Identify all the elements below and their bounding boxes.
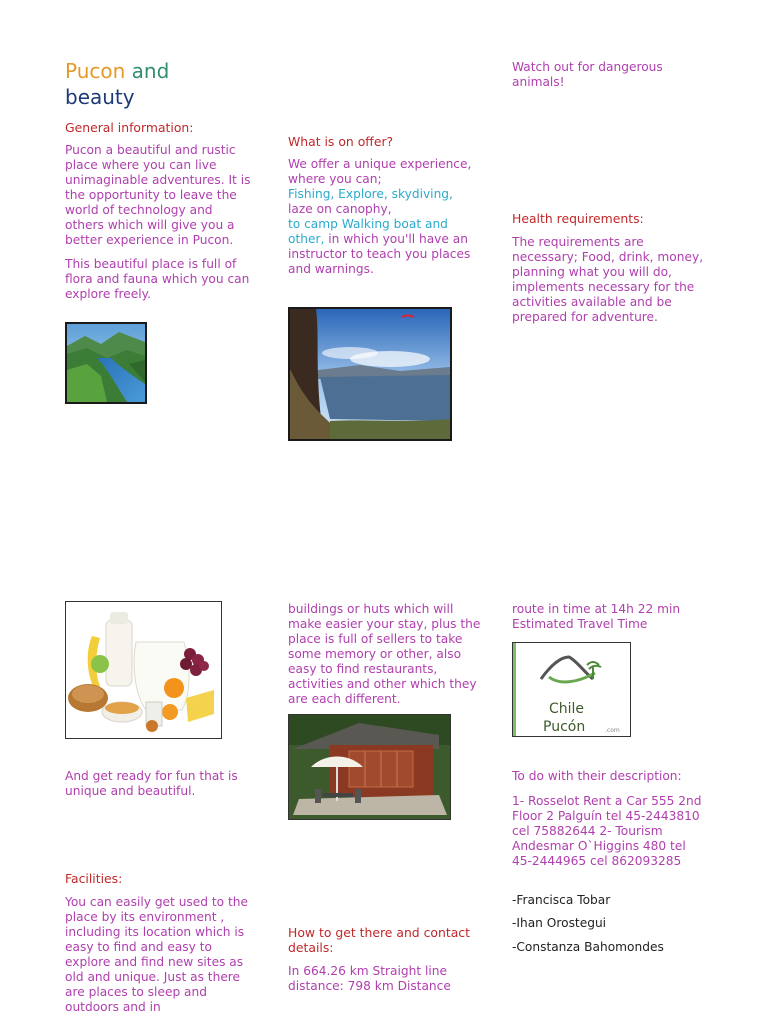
title-word-pucon: Pucon [65, 59, 126, 83]
logo-text-pucon: Pucón [543, 719, 586, 735]
directions-text: In 664.26 km Straight line distance: 798 km Distance [288, 964, 451, 993]
title-word-and: and [131, 59, 170, 83]
logo-text-com: .com [605, 727, 620, 734]
directions-heading: How to get there and contact details: [288, 925, 470, 955]
chile-pucon-logo [512, 642, 631, 737]
general-info-paragraph-2: This beautiful place is full of flora and fauna which you can explore freely. [65, 257, 250, 301]
todo-heading: To do with their description: [512, 769, 682, 783]
logo-text-chile: Chile [549, 701, 585, 717]
author-1: -Francisca Tobar [512, 893, 611, 907]
title-word-beauty: beauty [65, 85, 135, 109]
warning-text: Watch out for dangerous animals! [512, 60, 663, 89]
offer-text [288, 157, 482, 277]
offer-activities-2: to camp Walking boat and [288, 217, 448, 231]
fun-text: And get ready for fun that is unique and beautiful. [65, 769, 238, 798]
offer-line-3: laze on canophy, [288, 202, 392, 216]
offer-activities-3: other, [288, 232, 325, 246]
author-3: -Constanza Bahomondes [512, 940, 664, 954]
route-text: route in time at 14h 22 min Estimated Travel Time [512, 602, 681, 631]
facilities-heading: Facilities: [65, 871, 123, 886]
health-heading: Health requirements: [512, 211, 644, 226]
offer-activities-1: Fishing, Explore, skydiving, [288, 187, 453, 201]
offer-heading: What is on offer? [288, 134, 394, 149]
wooden-cabin-photo [288, 714, 451, 820]
page-title [65, 58, 265, 110]
facilities-text: You can easily get used to the place by its environment , including its location which is easy to find and easy to explore and find new sites as old and unique. Just as there are places to sleep and outdoors and in [65, 895, 249, 1014]
author-2: -Ihan Orostegui [512, 916, 607, 930]
buildings-text: buildings or huts which will make easier your stay, plus the place is full of sellers to take some memory or other, also easy to find restaurants, activities and other which they are each different. [288, 602, 481, 706]
paragliding-photo [288, 307, 452, 441]
lake-valley-photo [65, 322, 147, 404]
general-info-paragraph-1: Pucon a beautiful and rustic place where you can live unimaginable adventures. It is the opportunity to leave the world of technology and others which will give you a better experience in Pucon. [65, 143, 251, 247]
offer-rest: in which you'll have an instructor to teach you places and warnings. [288, 232, 471, 276]
offer-intro: We offer a unique experience, where you can; [288, 157, 472, 186]
health-text: The requirements are necessary; Food, drink, money, planning what you will do, implements necessary for the activities available and be prepared for adventure. [512, 235, 704, 324]
todo-text: 1- Rosselot Rent a Car 555 2nd Floor 2 Palguín tel 45-2443810 cel 75882644 2- Tourism Andesmar O`Higgins 480 tel 45-2444965 cel 862093285 [512, 794, 702, 868]
general-info-heading: General information: [65, 120, 194, 135]
breakfast-food-photo [65, 601, 222, 739]
